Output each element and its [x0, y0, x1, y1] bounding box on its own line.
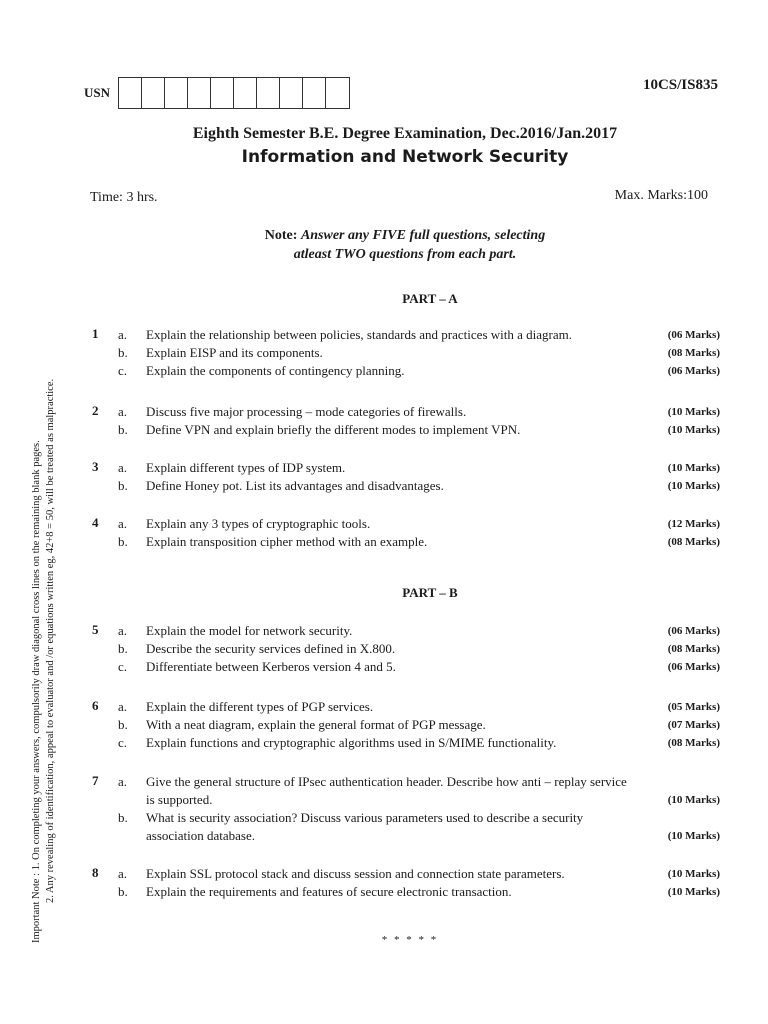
sub-question-letter: a.: [118, 404, 128, 419]
sub-question-letter: b.: [118, 641, 128, 656]
sub-question-marks: (10 Marks): [667, 480, 720, 492]
usn-field: [84, 77, 350, 109]
sub-question-marks: (08 Marks): [667, 737, 720, 749]
sub-question-letter: a.: [118, 699, 128, 714]
sub-question-text: Discuss five major processing – mode categories of firewalls.: [146, 404, 467, 419]
sub-question: [90, 403, 720, 421]
sub-question-text: What is security association? Discuss various parameters used to describe a security: [146, 810, 584, 825]
sub-question: [90, 734, 720, 752]
sub-question-letter: a.: [118, 516, 128, 531]
sub-question-letter: b.: [118, 534, 128, 549]
sub-question-marks: (10 Marks): [667, 406, 720, 418]
sub-question-letter: b.: [118, 810, 128, 825]
sub-question-letter: a.: [118, 774, 128, 789]
sub-question-text-cont: association database.: [146, 828, 256, 843]
sub-question-marks: (08 Marks): [667, 643, 720, 655]
sub-question-text: Explain functions and cryptographic algorithms used in S/MIME functionality.: [146, 735, 557, 750]
sub-question: [90, 883, 720, 901]
sub-question-marks: (06 Marks): [667, 661, 720, 673]
sub-question: [90, 773, 720, 791]
question-number: 8: [92, 865, 99, 880]
sub-question-marks: (12 Marks): [667, 518, 720, 530]
question-8: [90, 865, 720, 901]
usn-box[interactable]: [211, 78, 234, 108]
usn-box[interactable]: [257, 78, 280, 108]
question-number: 3: [92, 459, 99, 474]
sub-question-text: Describe the security services defined in X.800.: [146, 641, 396, 656]
sub-question-text: Explain the model for network security.: [146, 623, 353, 638]
sub-question-marks: (10 Marks): [667, 424, 720, 436]
question-number: 2: [92, 403, 99, 418]
question-1: [90, 326, 720, 380]
sub-question-text: Explain different types of IDP system.: [146, 460, 346, 475]
sub-question-letter: a.: [118, 327, 128, 342]
sub-question-text: Explain the components of contingency planning.: [146, 363, 405, 378]
sub-question-letter: c.: [118, 735, 128, 750]
sub-question: [90, 640, 720, 658]
sub-question-marks: (06 Marks): [667, 365, 720, 377]
sub-question-marks: (10 Marks): [667, 462, 720, 474]
sub-question-text: Explain the relationship between policies, standards and practices with a diagram.: [146, 327, 572, 342]
usn-label: USN: [84, 85, 111, 100]
sub-question: [90, 326, 720, 344]
sub-question-marks: (10 Marks): [667, 830, 720, 842]
sub-question-continuation: [90, 827, 720, 845]
sub-question-letter: a.: [118, 623, 128, 638]
usn-box[interactable]: [234, 78, 257, 108]
usn-box[interactable]: [119, 78, 142, 108]
part-b-heading: PART – B: [402, 585, 458, 600]
sub-question-letter: c.: [118, 363, 128, 378]
side-note-line-2: 2. Any revealing of identification, appeal to evaluator and /or equations written eg, 42+8 = 50, will be treated as malpractice.: [45, 378, 56, 903]
sub-question-letter: b.: [118, 717, 128, 732]
end-marker: * * * * *: [381, 934, 439, 946]
sub-question-letter: a.: [118, 866, 128, 881]
sub-question-letter: b.: [118, 478, 128, 493]
question-number: 1: [92, 326, 99, 341]
question-6: [90, 698, 720, 752]
subject-title: Information and Network Security: [241, 147, 569, 167]
sub-question-marks: (06 Marks): [667, 625, 720, 637]
sub-question-text: Explain SSL protocol stack and discuss session and connection state parameters.: [146, 866, 565, 881]
question-number: 6: [92, 698, 99, 713]
usn-boxes: [118, 77, 350, 109]
sub-question-marks: (10 Marks): [667, 868, 720, 880]
sub-question-marks: (08 Marks): [667, 536, 720, 548]
note-line-1: Answer any FIVE full questions, selecting: [300, 228, 546, 243]
instructions-note: [0, 226, 768, 264]
exam-title: Eighth Semester B.E. Degree Examination, Dec.2016/Jan.2017: [192, 125, 618, 142]
sub-question-marks: (10 Marks): [667, 886, 720, 898]
question-2: [90, 403, 720, 439]
part-a-heading: PART – A: [402, 291, 458, 306]
usn-box[interactable]: [303, 78, 326, 108]
question-number: 5: [92, 622, 99, 637]
sub-question: [90, 515, 720, 533]
sub-question-marks: (08 Marks): [667, 347, 720, 359]
sub-question: [90, 421, 720, 439]
sub-question: [90, 344, 720, 362]
side-note-line-1: Important Note : 1. On completing your answers, compulsorily draw diagonal cross lines on the remaining blank pages.: [31, 440, 42, 943]
sub-question: [90, 622, 720, 640]
sub-question-text: With a neat diagram, explain the general format of PGP message.: [146, 717, 486, 732]
question-number: 4: [92, 515, 99, 530]
sub-question-text: Explain EISP and its components.: [146, 345, 323, 360]
sub-question-letter: b.: [118, 345, 128, 360]
sub-question: [90, 698, 720, 716]
sub-question-letter: c.: [118, 659, 128, 674]
sub-question-text: Explain the different types of PGP services.: [146, 699, 374, 714]
question-number: 7: [92, 773, 99, 788]
sub-question: [90, 809, 720, 827]
sub-question-letter: a.: [118, 460, 128, 475]
sub-question-letter: b.: [118, 884, 128, 899]
sub-question-marks: (06 Marks): [667, 329, 720, 341]
sub-question: [90, 362, 720, 380]
usn-box[interactable]: [326, 78, 349, 108]
sub-question: [90, 716, 720, 734]
note-line-2: atleast TWO questions from each part.: [293, 247, 517, 262]
sub-question-text: Define VPN and explain briefly the different modes to implement VPN.: [146, 422, 521, 437]
question-7: [90, 773, 720, 845]
max-marks: Max. Marks:100: [614, 188, 708, 203]
sub-question-text: Define Honey pot. List its advantages and disadvantages.: [146, 478, 444, 493]
sub-question-text: Explain any 3 types of cryptographic tools.: [146, 516, 371, 531]
note-label: Note:: [264, 228, 298, 243]
usn-box[interactable]: [188, 78, 211, 108]
sub-question-text-cont: is supported.: [146, 792, 213, 807]
sub-question-text: Explain transposition cipher method with an example.: [146, 534, 428, 549]
sub-question-letter: b.: [118, 422, 128, 437]
sub-question: [90, 459, 720, 477]
sub-question: [90, 658, 720, 676]
sub-question-text: Differentiate between Kerberos version 4 and 5.: [146, 659, 396, 674]
question-4: [90, 515, 720, 551]
sub-question: [90, 533, 720, 551]
usn-box[interactable]: [142, 78, 165, 108]
sub-question-marks: (10 Marks): [667, 794, 720, 806]
question-3: [90, 459, 720, 495]
exam-time: Time: 3 hrs.: [90, 190, 158, 205]
sub-question-marks: (07 Marks): [667, 719, 720, 731]
sub-question-marks: (05 Marks): [667, 701, 720, 713]
sub-question-continuation: [90, 791, 720, 809]
sub-question-text: Give the general structure of IPsec authentication header. Describe how anti – replay service: [146, 774, 627, 789]
important-note-vertical: [30, 233, 58, 943]
sub-question: [90, 477, 720, 495]
question-5: [90, 622, 720, 676]
subject-code: 10CS/IS835: [642, 77, 718, 93]
sub-question: [90, 865, 720, 883]
sub-question-text: Explain the requirements and features of secure electronic transaction.: [146, 884, 512, 899]
usn-box[interactable]: [280, 78, 303, 108]
usn-box[interactable]: [165, 78, 188, 108]
